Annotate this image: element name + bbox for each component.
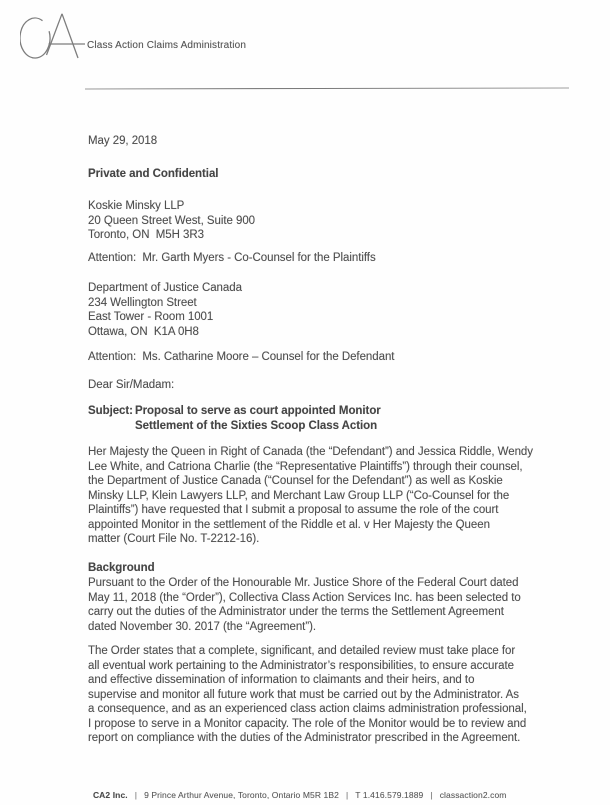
attention-line-plaintiffs-counsel: Attention: Mr. Garth Myers - Co-Counsel for the Plaintiffs <box>88 252 376 264</box>
salutation: Dear Sir/Madam: <box>88 379 175 391</box>
recipient-address-justice-canada: Department of Justice Canada 234 Wellington Street East Tower - Room 1001 Ottawa, ON K1A 0H8 <box>88 282 242 338</box>
subject-text: Proposal to serve as court appointed Monitor Settlement of the Sixties Scoop Class Action <box>135 405 381 432</box>
letter-date: May 29, 2018 <box>88 135 158 147</box>
footer-website: classaction2.com <box>439 790 507 800</box>
company-name: Class Action Claims Administration <box>87 40 247 51</box>
footer-address: 9 Prince Arthur Avenue, Toronto, Ontario M5R 1B2 <box>144 790 339 800</box>
subject-label: Subject: <box>88 405 133 417</box>
footer-phone: T 1.416.579.1889 <box>355 790 424 800</box>
footer-company: CA2 Inc. <box>92 790 128 800</box>
page-footer <box>88 780 506 800</box>
footer-separator: | <box>134 790 138 800</box>
recipient-address-koskie-minsky: Koskie Minsky LLP 20 Queen Street West, Suite 900 Toronto, ON M5H 3R3 <box>88 200 256 241</box>
footer-separator: | <box>430 790 433 800</box>
attention-line-defendant-counsel: Attention: Ms. Catharine Moore – Counsel for the Defendant <box>88 351 395 363</box>
company-logo-ca-icon <box>20 13 86 59</box>
confidential-label: Private and Confidential <box>88 168 219 180</box>
paragraph-background: Pursuant to the Order of the Honourable Mr. Justice Shore of the Federal Court dated May 11, 2018 (the “Order”), Collectiva Class Action Services Inc. has been selected to carry out the duties of the Administrator under the terms the Settlement Agreement dated November 30. 2017 (the “Agreement”). <box>88 577 521 633</box>
header-divider <box>85 87 569 89</box>
footer-separator: | <box>345 790 349 800</box>
background-heading: Background <box>88 562 155 574</box>
subject-block <box>88 404 381 433</box>
paragraph-introduction: Her Majesty the Queen in Right of Canada (the “Defendant”) and Jessica Riddle, Wendy Lee White, and Catriona Charlie (the “Representative Plaintiffs”) through their counsel, the Department of Justice Canada (“Counsel for the Defendant”) as well as Koskie Minsky LLP, Klein Lawyers LLP, and Merchant Law Group LLP (“Co-Counsel for the Plaintiffs”) have requested that I submit a proposal to assume the role of the court appointed Monitor in the settlement of the Riddle et al. v Her Majesty the Queen matter (Court File No. T-2212-16). <box>88 446 533 545</box>
paragraph-order-details: The Order states that a complete, significant, and detailed review must take place for all eventual work pertaining to the Administrator’s responsibilities, to ensure accurate and effective dissemination of information to claimants and their heirs, and to supervise and monitor all future work that must be carried out by the Administrator. As a consequence, and as an experienced class action claims administration professional, I propose to serve in a Monitor capacity. The role of the Monitor would be to review and report on compliance with the duties of the Administrator prescribed in the Agreement. <box>88 645 527 744</box>
